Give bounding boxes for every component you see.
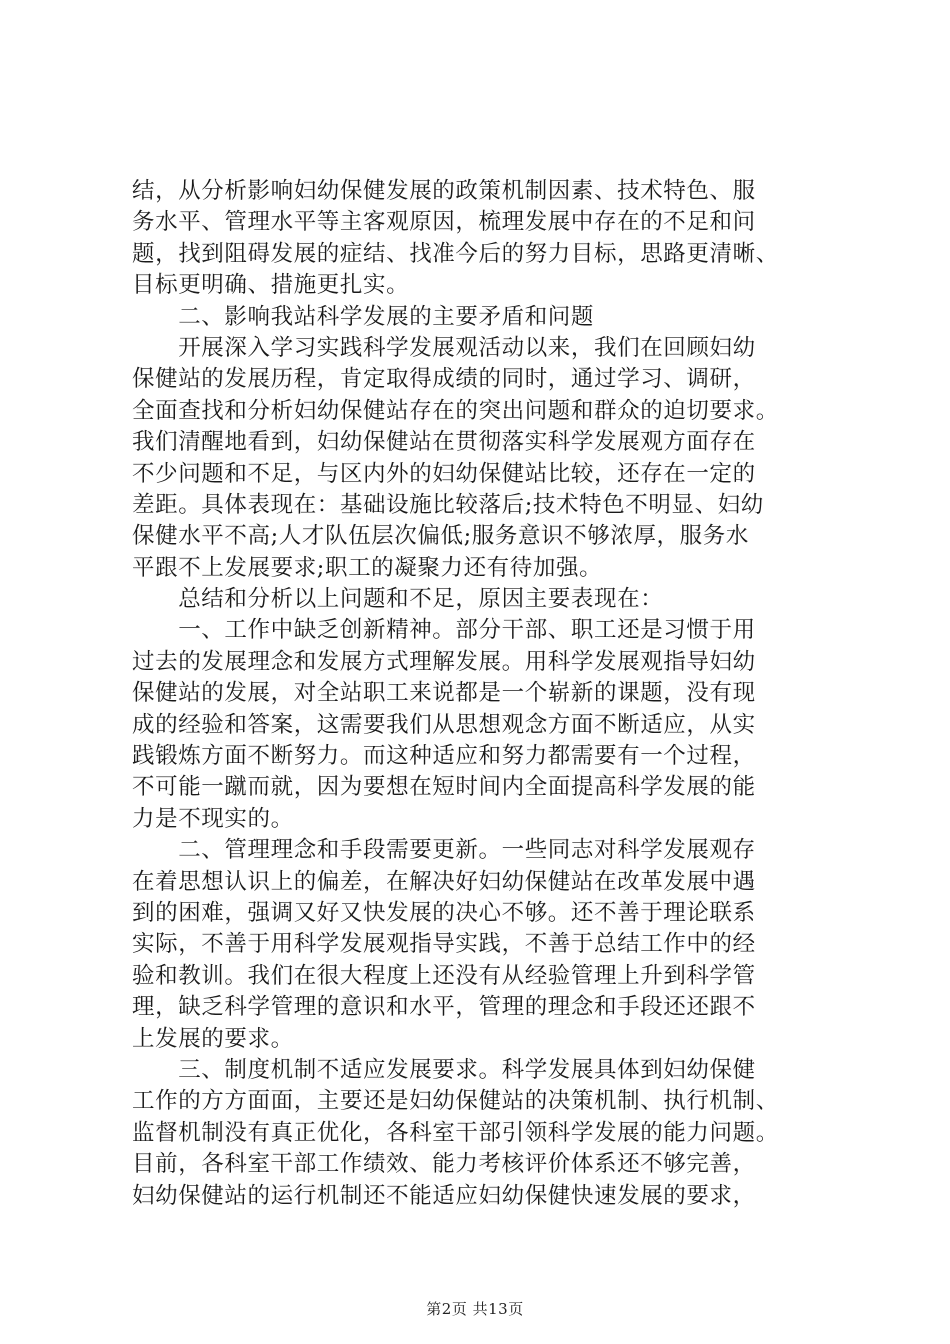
text-line: 在着思想认识上的偏差，在解决好妇幼保健站在改革发展中遇 <box>132 868 756 895</box>
text-line: 题，找到阻碍发展的症结、找准今后的努力目标，思路更清晰、 <box>132 240 779 267</box>
text-line: 全面查找和分析妇幼保健站存在的突出问题和群众的迫切要求。 <box>132 397 779 424</box>
text-line: 上发展的要求。 <box>132 1025 294 1052</box>
text-line: 妇幼保健站的运行机制还不能适应妇幼保健快速发展的要求， <box>132 1182 756 1209</box>
text-line: 目标更明确、措施更扎实。 <box>132 272 410 299</box>
text-line: 成的经验和答案，这需要我们从思想观念方面不断适应，从实 <box>132 711 756 738</box>
text-line: 二、管理理念和手段需要更新。一些同志对科学发展观存 <box>132 837 756 864</box>
text-line: 结，从分析影响妇幼保健发展的政策机制因素、技术特色、服 <box>132 178 756 204</box>
text-line: 平跟不上发展要求;职工的凝聚力还有待加强。 <box>132 554 603 581</box>
text-line: 理，缺乏科学管理的意识和水平，管理的理念和手段还还跟不 <box>132 994 756 1021</box>
text-line: 保健水平不高;人才队伍层次偏低;服务意识不够浓厚，服务水 <box>132 523 749 550</box>
text-line: 过去的发展理念和发展方式理解发展。用科学发展观指导妇幼 <box>132 648 756 675</box>
text-line: 一、工作中缺乏创新精神。部分干部、职工还是习惯于用 <box>132 617 756 644</box>
section-heading-line: 二、影响我站科学发展的主要矛盾和问题 <box>132 303 595 330</box>
page-footer <box>0 1298 950 1319</box>
text-line: 目前，各科室干部工作绩效、能力考核评价体系还不够完善， <box>132 1151 756 1178</box>
text-line: 差距。具体表现在：基础设施比较落后;技术特色不明显、妇幼 <box>132 491 764 518</box>
text-line: 保健站的发展历程，肯定取得成绩的同时，通过学习、调研， <box>132 366 756 393</box>
text-line: 不少问题和不足，与区内外的妇幼保健站比较，还存在一定的 <box>132 460 756 487</box>
text-line: 力是不现实的。 <box>132 805 294 832</box>
text-line: 验和教训。我们在很大程度上还没有从经验管理上升到科学管 <box>132 962 756 989</box>
text-line: 实际，不善于用科学发展观指导实践，不善于总结工作中的经 <box>132 931 756 958</box>
text-line: 践锻炼方面不断努力。而这种适应和努力都需要有一个过程， <box>132 743 756 770</box>
text-line: 务水平、管理水平等主客观原因，梳理发展中存在的不足和问 <box>132 209 756 236</box>
page-number-label: 第2页 共13页 <box>426 1300 524 1318</box>
text-line: 不可能一蹴而就，因为要想在短时间内全面提高科学发展的能 <box>132 774 756 801</box>
text-line: 三、制度机制不适应发展要求。科学发展具体到妇幼保健 <box>132 1056 756 1083</box>
text-line: 总结和分析以上问题和不足，原因主要表现在： <box>132 586 664 613</box>
text-line: 保健站的发展，对全站职工来说都是一个崭新的课题，没有现 <box>132 680 756 707</box>
text-line: 监督机制没有真正优化，各科室干部引领科学发展的能力问题。 <box>132 1119 779 1146</box>
text-line: 工作的方方面面，主要还是妇幼保健站的决策机制、执行机制、 <box>132 1088 779 1115</box>
text-line: 到的困难，强调又好又快发展的决心不够。还不善于理论联系 <box>132 899 756 926</box>
text-line: 我们清醒地看到，妇幼保健站在贯彻落实科学发展观方面存在 <box>132 429 756 456</box>
text-line: 开展深入学习实践科学发展观活动以来，我们在回顾妇幼 <box>132 334 756 361</box>
document-body <box>132 176 862 1212</box>
